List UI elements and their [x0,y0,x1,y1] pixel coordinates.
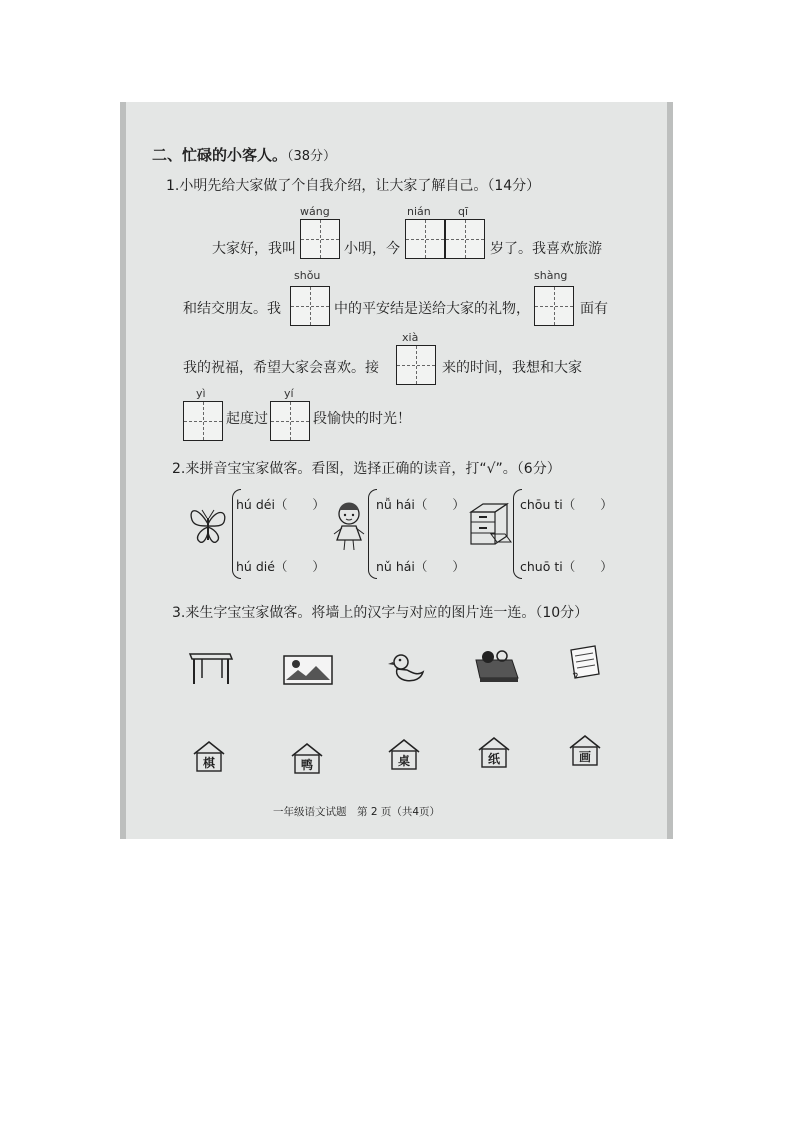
girl-icon [330,500,368,552]
page-footer: 一年级语文试题 第 2 页（共4页） [273,806,441,818]
chess-board-icon[interactable] [472,648,520,686]
pinyin-qi: qī [458,205,469,218]
pinyin-yi-1: yì [196,387,206,400]
pinyin-xia: xià [402,331,419,344]
painting-icon[interactable] [282,654,334,686]
house-char-qi: 棋 [202,756,215,770]
q1-line1-a: 大家好，我叫 [212,241,296,257]
option-nu-hai[interactable]: nǔ hái（ ） [376,559,465,574]
house-qi[interactable] [192,740,226,772]
house-zhi[interactable] [477,736,511,768]
q1-line2-a: 和结交朋友。我 [183,301,281,317]
pinyin-yi-2: yí [284,387,294,400]
tianzige-box-nian[interactable] [405,219,445,259]
option-hu-die[interactable]: hú dié（ ） [236,559,325,574]
tianzige-box-wang[interactable] [300,219,340,259]
q1-line2-c: 面有 [580,301,608,317]
tianzige-box-shou[interactable] [290,286,330,326]
q1-line4-c: 段愉快的时光！ [313,411,411,427]
tianzige-box-yi-1[interactable] [183,401,223,441]
option-hu-dei[interactable]: hú déi（ ） [236,497,325,512]
section-title-text: 二、忙碌的小客人。 [152,146,288,164]
house-hua[interactable] [568,734,602,766]
option-nv-hai[interactable]: nǚ hái（ ） [376,497,465,512]
pinyin-wang: wáng [300,205,330,218]
q2-title: 2.来拼音宝宝家做客。看图，选择正确的读音，打“√”。（6分） [172,461,561,477]
q3-title: 3.来生字宝宝家做客。将墙上的汉字与对应的图片连一连。（10分） [172,605,589,621]
drawer-cabinet-icon [465,500,515,550]
duck-icon[interactable] [387,650,427,688]
house-zhuo[interactable] [387,738,421,770]
q1-line1-b: 小明，今 [344,241,400,257]
pinyin-nian: nián [407,205,431,218]
option-chuo-ti[interactable]: chuō ti（ ） [520,559,613,574]
table-icon[interactable] [188,650,234,686]
q1-line1-c: 岁了。我喜欢旅游 [490,241,602,257]
pinyin-shang: shàng [534,269,568,282]
tianzige-box-shang[interactable] [534,286,574,326]
q1-line2-b: 中的平安结是送给大家的礼物， [334,301,530,317]
butterfly-icon [186,504,232,548]
option-chou-ti[interactable]: chōu ti（ ） [520,497,613,512]
house-char-ya: 鸭 [300,758,313,772]
section-title [152,144,336,165]
tianzige-box-yi-2[interactable] [270,401,310,441]
section-score: （38分） [287,149,337,164]
tianzige-box-qi[interactable] [445,219,485,259]
paper-icon[interactable] [565,644,603,682]
pinyin-shou: shǒu [294,269,321,282]
house-char-zhuo: 桌 [397,754,410,768]
house-char-zhi: 纸 [487,752,500,766]
house-char-hua: 画 [578,750,591,764]
exam-page [120,102,673,839]
house-ya[interactable] [290,742,324,774]
q1-title: 1.小明先给大家做了个自我介绍，让大家了解自己。（14分） [166,178,541,194]
q1-line4-b: 起度过 [226,411,268,427]
q1-line3-b: 来的时间，我想和大家 [442,360,582,376]
tianzige-box-xia[interactable] [396,345,436,385]
q1-line3-a: 我的祝福，希望大家会喜欢。接 [183,360,379,376]
